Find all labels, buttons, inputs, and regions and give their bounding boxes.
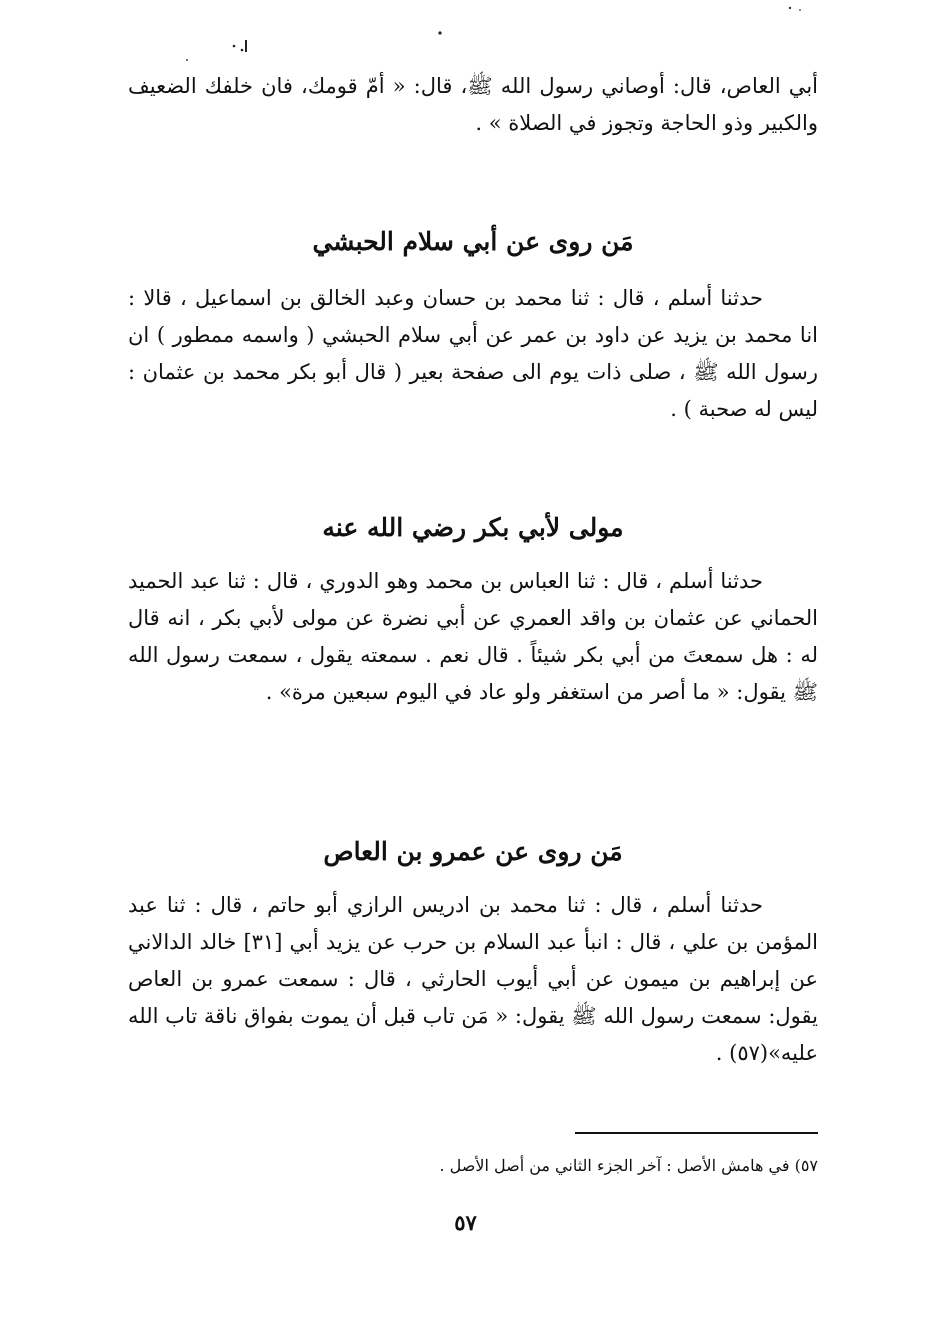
paragraph-continuation: أبي العاص، قال: أوصاني رسول الله ﷺ، قال: « أمّ قومك، فان خلفك الضعيف والكبير وذو الحاجة وتجوز في الصلاة » . [128, 74, 818, 135]
section-heading-mawla-abi-bakr: مولى لأبي بكر رضي الله عنه [322, 513, 624, 542]
footnote-57: ٥٧) في هامش الأصل : آخر الجزء الثاني من أصل الأصل . [439, 1156, 818, 1175]
paragraph-mawla-abi-bakr: حدثنا أسلم ، قال : ثنا العباس بن محمد وهو الدوري ، قال : ثنا عبد الحميد الحماني عن عثمان بن واقد العمري عن أبي نضرة عن مولى لأبي بكر ، انه قال له : هل سمعتَ من أبي بكر شيئاً . قال نعم . سمعته يقول ، سمعت رسول الله ﷺ يقول: « ما أصر من استغفر ولو عاد في اليوم سبعين مرة» . [128, 569, 818, 704]
section-heading-abi-salam: مَن روى عن أبي سلام الحبشي [312, 227, 634, 256]
page-number: ٥٧ [454, 1210, 477, 1235]
paragraph-amr-ibn-al-as: حدثنا أسلم ، قال : ثنا محمد بن ادريس الرازي أبو حاتم ، قال : ثنا عبد المؤمن بن علي ، قال : انبأ عبد السلام بن حرب عن يزيد أبي [٣١] خالد الدالاني عن إبراهيم بن ميمون عن أبي أيوب الحارثي ، قال : سمعت عمرو بن العاص يقول: سمعت رسول الله ﷺ يقول: « مَن تاب قبل أن يموت بفواق ناقة تاب الله عليه»(٥٧) . [128, 893, 818, 1065]
footnote-separator [575, 1132, 818, 1134]
section-heading-amr-ibn-al-as: مَن روى عن عمرو بن العاص [323, 837, 623, 866]
paragraph-abi-salam: حدثنا أسلم ، قال : ثنا محمد بن حسان وعبد الخالق بن اسماعيل ، قالا : انا محمد بن يزيد عن داود بن عمر عن أبي سلام الحبشي ( واسمه ممطور ) ان رسول الله ﷺ ، صلى ذات يوم الى صفحة بعير ( قال أبو بكر محمد بن عثمان : ليس له صحبة ) . [128, 286, 818, 421]
